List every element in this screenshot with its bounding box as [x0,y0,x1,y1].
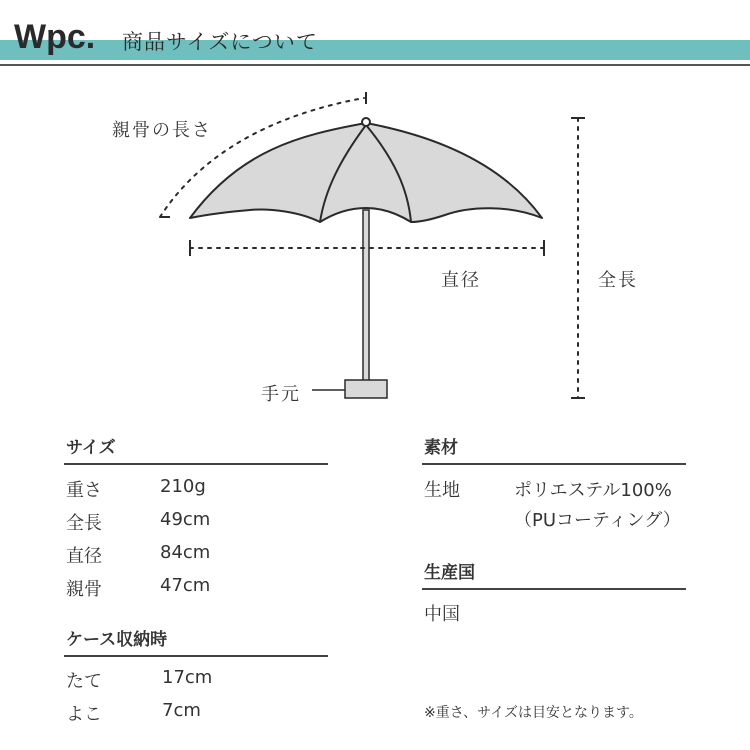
spec-value-total-length: 49cm [160,509,211,530]
brand-logo: Wpc. [14,18,96,56]
spec-key-width: よこ [66,704,102,725]
spec-value-coating: （PUコーティング） [514,510,681,531]
origin-section-rule [422,588,686,590]
diameter-label: 直径 [441,270,481,291]
total-length-label: 全長 [598,270,638,291]
canopy-shape [190,123,542,222]
handle-label: 手元 [261,384,301,405]
umbrella-shaft [363,210,369,382]
umbrella-handle [345,380,387,398]
spec-value-width: 7cm [162,700,201,721]
spec-key-weight: 重さ [66,480,102,501]
disclaimer-note: ※重さ、サイズは目安となります。 [424,705,643,721]
spec-key-rib: 親骨 [66,579,102,600]
umbrella-diagram [0,80,750,420]
header-band [0,40,750,60]
header [0,0,750,70]
folded-section-rule [64,655,328,657]
umbrella-tip [362,118,370,126]
spec-key-total-length: 全長 [66,513,102,534]
origin-section-title: 生産国 [424,563,475,583]
spec-key-height: たて [66,671,102,692]
spec-key-diameter: 直径 [66,546,102,567]
spec-value-height: 17cm [162,667,213,688]
size-section-title: サイズ [66,438,116,458]
spec-value-rib: 47cm [160,575,211,596]
spec-value-weight: 210g [160,476,206,497]
spec-key-fabric: 生地 [424,480,460,501]
spec-value-fabric: ポリエステル100% [514,480,672,501]
size-section-rule [64,463,328,465]
rib-length-label: 親骨の長さ [112,120,212,141]
material-section-title: 素材 [424,438,458,458]
spec-value-origin: 中国 [424,604,460,625]
spec-value-diameter: 84cm [160,542,211,563]
folded-section-title: ケース収納時 [66,630,168,650]
header-divider [0,64,750,66]
page-title: 商品サイズについて [122,30,318,54]
material-section-rule [422,463,686,465]
